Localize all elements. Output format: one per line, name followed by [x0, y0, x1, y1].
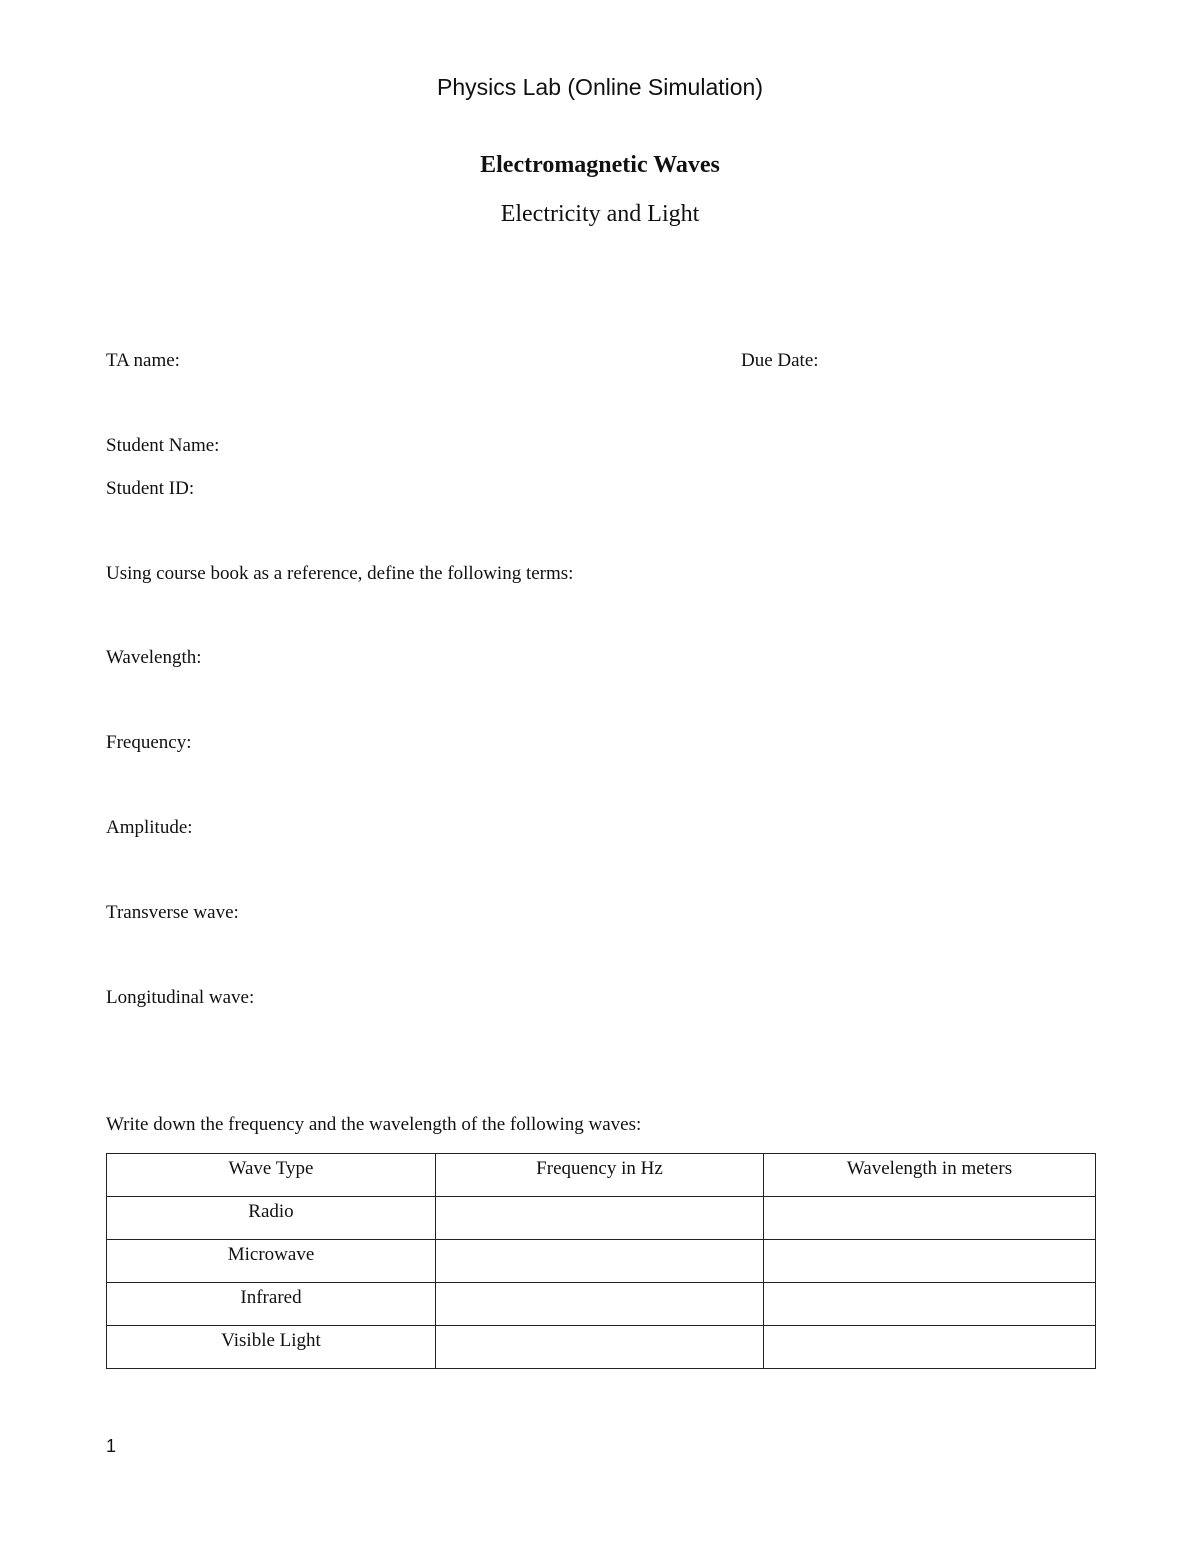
- table-header-row: [107, 1154, 1096, 1197]
- column-header-wavelength: Wavelength in meters: [764, 1154, 1096, 1197]
- wave-type-cell: Visible Light: [107, 1326, 436, 1369]
- frequency-cell[interactable]: [436, 1283, 764, 1326]
- ta-name-label: TA name:: [106, 350, 180, 371]
- document-title: Electromagnetic Waves: [480, 152, 720, 178]
- wavelength-cell[interactable]: [764, 1326, 1096, 1369]
- wavelength-cell[interactable]: [764, 1197, 1096, 1240]
- due-date-label: Due Date:: [741, 350, 819, 371]
- page-number: 1: [106, 1436, 117, 1456]
- frequency-cell[interactable]: [436, 1197, 764, 1240]
- wavelength-cell[interactable]: [764, 1283, 1096, 1326]
- term-transverse-wave: Transverse wave:: [106, 902, 239, 923]
- definitions-instruction: Using course book as a reference, define the following terms:: [106, 563, 574, 584]
- term-frequency: Frequency:: [106, 732, 192, 753]
- term-longitudinal-wave: Longitudinal wave:: [106, 987, 255, 1008]
- frequency-cell[interactable]: [436, 1240, 764, 1283]
- table-row: [107, 1240, 1096, 1283]
- table-row: [107, 1283, 1096, 1326]
- column-header-wave-type: Wave Type: [107, 1154, 436, 1197]
- frequency-cell[interactable]: [436, 1326, 764, 1369]
- wave-type-cell: Microwave: [107, 1240, 436, 1283]
- table-instruction: Write down the frequency and the wavelength of the following waves:: [106, 1114, 642, 1135]
- column-header-frequency: Frequency in Hz: [436, 1154, 764, 1197]
- wave-table: [106, 1153, 1096, 1369]
- student-id-label: Student ID:: [106, 478, 195, 499]
- student-name-label: Student Name:: [106, 435, 220, 456]
- term-amplitude: Amplitude:: [106, 817, 193, 838]
- wave-type-cell: Radio: [107, 1197, 436, 1240]
- table-row: [107, 1326, 1096, 1369]
- document-subtitle: Electricity and Light: [500, 201, 700, 227]
- course-line: Physics Lab (Online Simulation): [437, 74, 763, 100]
- table-row: [107, 1197, 1096, 1240]
- term-wavelength: Wavelength:: [106, 647, 202, 668]
- wavelength-cell[interactable]: [764, 1240, 1096, 1283]
- wave-type-cell: Infrared: [107, 1283, 436, 1326]
